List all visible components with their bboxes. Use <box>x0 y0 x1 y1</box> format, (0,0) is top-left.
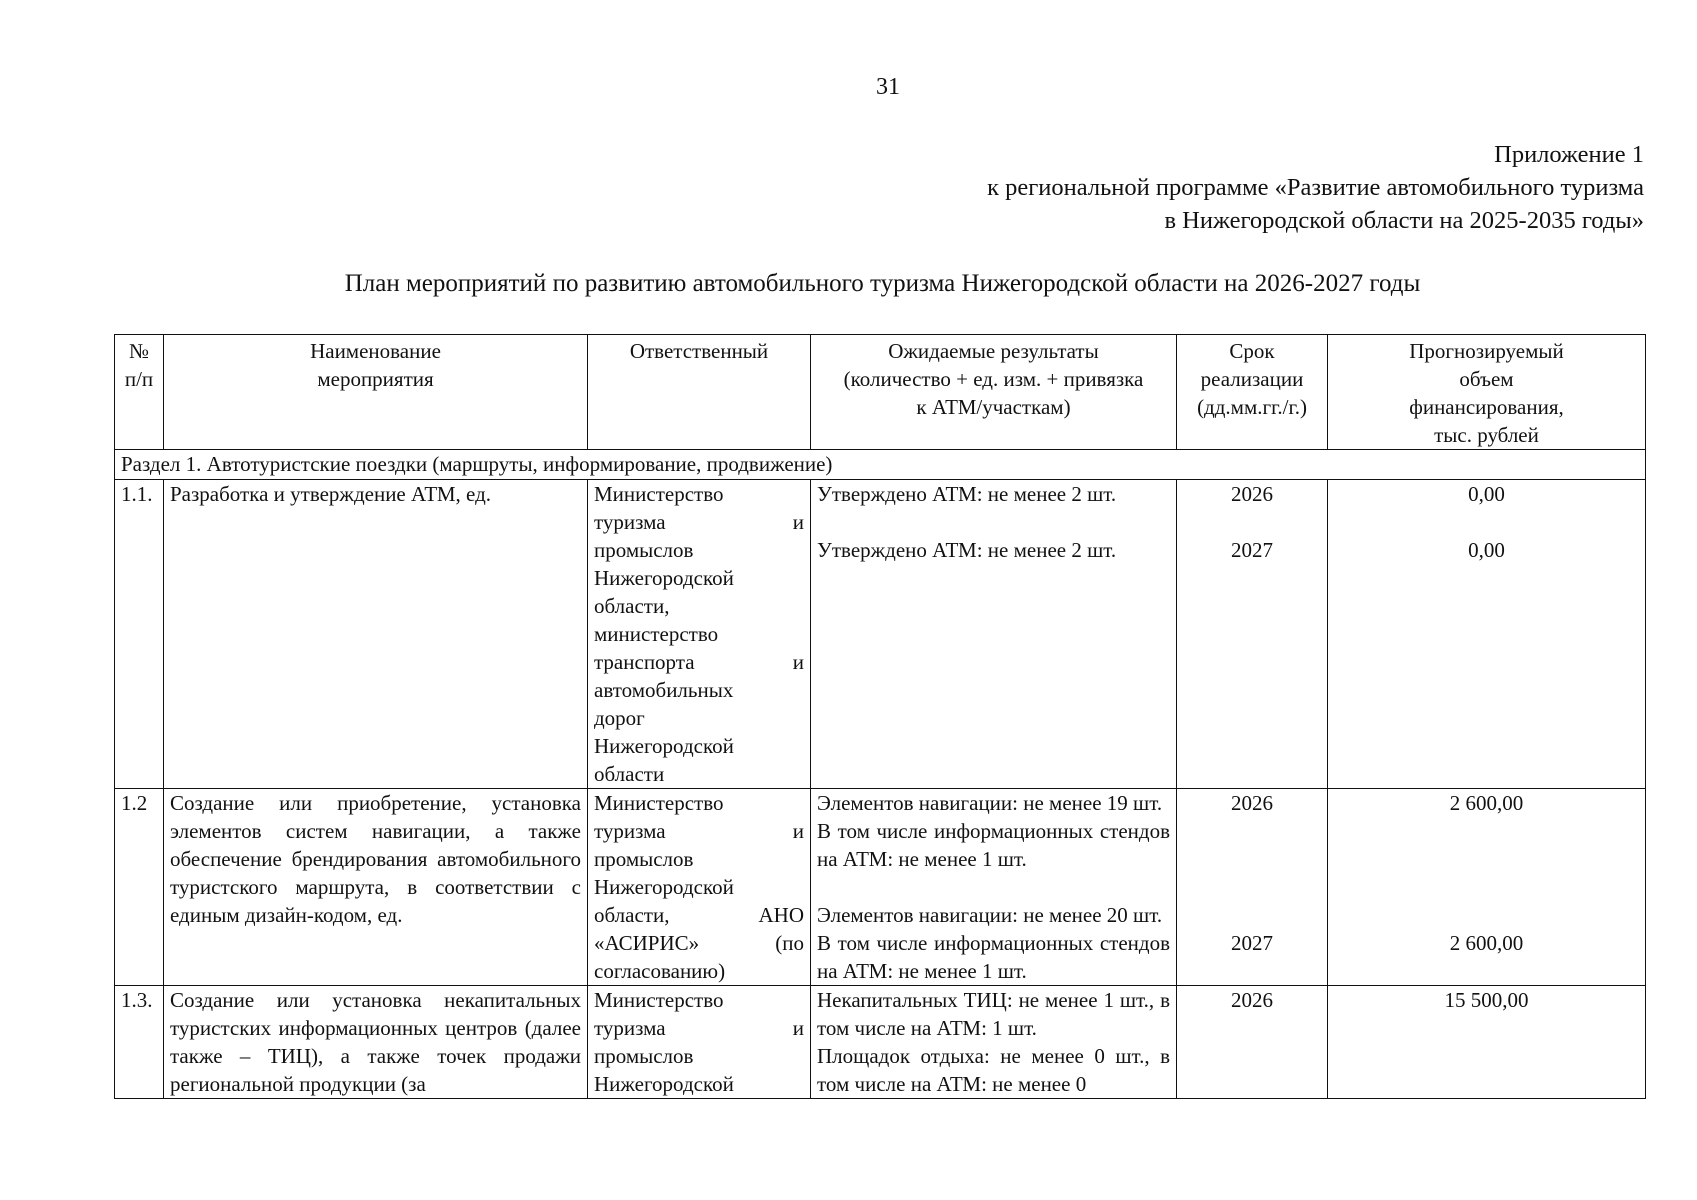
row-responsible <box>588 789 811 986</box>
row-number: 1.1. <box>115 480 164 789</box>
row-responsible <box>588 986 811 1099</box>
responsible-line <box>594 732 804 760</box>
row-number: 1.2 <box>115 789 164 986</box>
appendix-line-1: Приложение 1 <box>1494 141 1644 168</box>
resp-word: Нижегородской <box>594 734 734 758</box>
resp-word: автомобильных <box>594 678 734 702</box>
expected-tic: Некапитальных ТИЦ: не менее 1 шт., в том числе на АТМ: 1 шт. <box>817 988 1170 1040</box>
row-activity-name: Разработка и утверждение АТМ, ед. <box>164 480 588 789</box>
resp-word: промыслов <box>594 1044 694 1068</box>
expected-2027: Элементов навигации: не менее 20 шт. <box>817 903 1163 927</box>
responsible-line <box>594 592 804 620</box>
financing-value: 0,00 <box>1468 482 1505 506</box>
header-expected-line: Ожидаемые результаты <box>888 339 1099 363</box>
row-expected-results <box>811 986 1177 1099</box>
resp-word: Министерство <box>594 988 724 1012</box>
financing-value: 0,00 <box>1468 538 1505 562</box>
row-term <box>1177 480 1328 789</box>
resp-word: и <box>792 1016 804 1040</box>
header-term <box>1177 335 1328 450</box>
responsible-line <box>594 1042 804 1070</box>
resp-word: промыслов <box>594 847 694 871</box>
page-number: 31 <box>876 74 900 100</box>
header-name-line: мероприятия <box>317 367 434 391</box>
responsible-line <box>594 620 804 648</box>
row-responsible <box>588 480 811 789</box>
spacer <box>1183 901 1321 929</box>
spacer <box>1334 845 1639 873</box>
header-num <box>115 335 164 450</box>
table-header-row <box>115 335 1646 450</box>
table-row <box>115 480 1646 789</box>
resp-word: Министерство <box>594 482 724 506</box>
resp-word: области, <box>594 594 670 618</box>
header-expected <box>811 335 1177 450</box>
spacer <box>1183 508 1321 536</box>
expected-2026: Утверждено АТМ: не менее 2 шт. <box>817 482 1117 506</box>
responsible-line <box>594 536 804 564</box>
table-row <box>115 789 1646 986</box>
responsible-line <box>594 901 804 929</box>
plan-title: План мероприятий по развитию автомобильного туризма Нижегородской области на 2026-2027 годы <box>344 270 1421 297</box>
responsible-line <box>594 957 804 985</box>
spacer <box>1334 817 1639 845</box>
header-term-line: Срок <box>1229 339 1275 363</box>
responsible-line <box>594 564 804 592</box>
expected-rest-areas: Площадок отдыха: не менее 0 шт., в том числе на АТМ: не менее 0 <box>817 1044 1170 1096</box>
row-term <box>1177 986 1328 1099</box>
spacer <box>1334 901 1639 929</box>
resp-word: туризма <box>594 1016 666 1040</box>
cell-clip <box>594 986 804 1098</box>
header-financing-line: Прогнозируемый <box>1409 339 1564 363</box>
header-responsible <box>588 335 811 450</box>
responsible-line <box>594 873 804 901</box>
financing-value: 2 600,00 <box>1449 931 1524 955</box>
term-year: 2026 <box>1231 791 1273 815</box>
header-responsible-line: Ответственный <box>629 339 769 363</box>
appendix-block <box>987 138 1644 237</box>
cell-clip: Создание или установка некапитальных туристских информационных центров (далее также – ТИЦ), а также точек продажи региональной продукции (за <box>170 988 581 1096</box>
spacer <box>1183 817 1321 845</box>
responsible-line <box>594 1014 804 1042</box>
term-year: 2027 <box>1231 538 1273 562</box>
resp-word: Нижегородской <box>594 566 734 590</box>
cell-clip: 15 500,00 <box>1444 988 1529 1012</box>
expected-2026: Элементов навигации: не менее 19 шт. <box>817 791 1163 815</box>
resp-word: Нижегородской <box>594 875 734 899</box>
row-financing <box>1328 480 1646 789</box>
resp-word: согласованию) <box>594 959 726 983</box>
resp-word: и <box>792 650 804 674</box>
header-financing-line: объем <box>1459 367 1514 391</box>
responsible-line <box>594 480 804 508</box>
responsible-line <box>594 760 804 788</box>
spacer <box>1334 873 1639 901</box>
row-financing <box>1328 986 1646 1099</box>
row-activity-name: Создание или приобретение, установка элементов систем навигации, а также обеспечение брендирования автомобильного туристского маршрута, в соответствии с единым дизайн-кодом, ед. <box>164 789 588 986</box>
row-activity-name <box>164 986 588 1099</box>
responsible-line <box>594 789 804 817</box>
header-expected-line: к АТМ/участкам) <box>916 395 1071 419</box>
row-term <box>1177 789 1328 986</box>
section-row <box>115 450 1646 480</box>
header-financing-line: тыс. рублей <box>1434 423 1539 447</box>
row-expected-results <box>811 480 1177 789</box>
spacer <box>1334 508 1639 536</box>
resp-word: и <box>792 510 804 534</box>
row-financing <box>1328 789 1646 986</box>
financing-value: 2 600,00 <box>1449 791 1524 815</box>
appendix-line-3: в Нижегородской области на 2025-2035 годы» <box>1164 207 1644 234</box>
responsible-line <box>594 1070 804 1098</box>
responsible-line <box>594 508 804 536</box>
responsible-line <box>594 845 804 873</box>
header-term-line: (дд.мм.гг./г.) <box>1197 395 1307 419</box>
resp-word: Нижегородской <box>594 1072 734 1096</box>
resp-word: области, <box>594 903 670 927</box>
resp-word: (по <box>775 931 804 955</box>
spacer <box>817 508 1170 536</box>
responsible-line <box>594 648 804 676</box>
header-expected-line: (количество + ед. изм. + привязка <box>843 367 1144 391</box>
table-row <box>115 986 1646 1099</box>
responsible-line <box>594 929 804 957</box>
spacer <box>1183 845 1321 873</box>
plan-table <box>114 334 1646 1099</box>
header-num-line: п/п <box>124 367 154 391</box>
term-year: 2027 <box>1231 931 1273 955</box>
resp-word: туризма <box>594 510 666 534</box>
resp-word: Министерство <box>594 791 724 815</box>
cell-clip <box>817 986 1170 1098</box>
expected-2027-detail: В том числе информационных стендов на АТМ: не менее 1 шт. <box>817 931 1170 983</box>
expected-2026-detail: В том числе информационных стендов на АТМ: не менее 1 шт. <box>817 819 1170 871</box>
spacer <box>1183 873 1321 901</box>
resp-word: транспорта <box>594 650 695 674</box>
header-financing-line: финансирования, <box>1409 395 1564 419</box>
responsible-line <box>594 704 804 732</box>
resp-word: и <box>792 819 804 843</box>
row-number <box>115 986 164 1099</box>
responsible-line <box>594 817 804 845</box>
section-title: Раздел 1. Автотуристские поездки (маршруты, информирование, продвижение) <box>115 450 1646 480</box>
resp-word: АНО <box>758 903 804 927</box>
resp-word: «АСИРИС» <box>594 931 700 955</box>
spacer <box>817 873 1170 901</box>
header-term-line: реализации <box>1200 367 1304 391</box>
header-num-line: № <box>128 339 150 363</box>
header-financing <box>1328 335 1646 450</box>
resp-word: области <box>594 762 665 786</box>
cell-clip: 2026 <box>1231 988 1273 1012</box>
responsible-line <box>594 986 804 1014</box>
responsible-line <box>594 676 804 704</box>
appendix-line-2: к региональной программе «Развитие автомобильного туризма <box>987 174 1644 201</box>
term-year: 2026 <box>1231 482 1273 506</box>
cell-clip: 1.3. <box>121 988 153 1012</box>
resp-word: министерство <box>594 622 719 646</box>
resp-word: туризма <box>594 819 666 843</box>
row-expected-results <box>811 789 1177 986</box>
resp-word: промыслов <box>594 538 694 562</box>
header-name <box>164 335 588 450</box>
header-name-line: Наименование <box>310 339 441 363</box>
expected-2027: Утверждено АТМ: не менее 2 шт. <box>817 538 1117 562</box>
resp-word: дорог <box>594 706 645 730</box>
